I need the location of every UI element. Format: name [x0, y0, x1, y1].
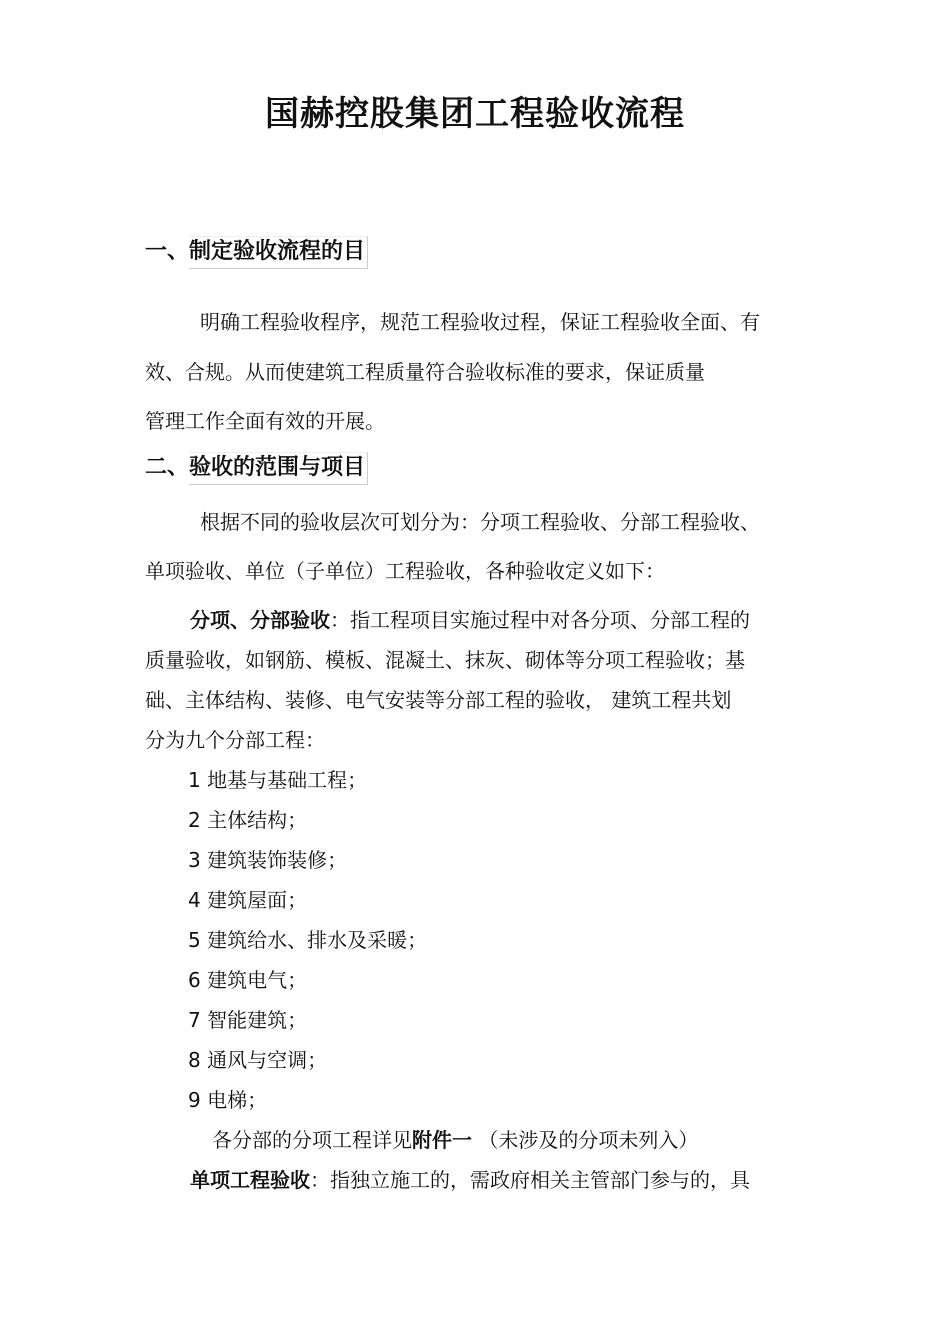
section-1-line-2: 效、合规。从而使建筑工程质量符合验收标准的要求，保证质量 [145, 360, 705, 384]
annex-note: （未涉及的分项未列入） [472, 1128, 699, 1152]
section-2-heading [145, 450, 368, 481]
section-2-intro-line-1: 根据不同的验收层次可划分为：分项工程验收、分部工程验收、 [200, 510, 760, 534]
section-2-intro-line-2: 单项验收、单位（子单位）工程验收，各种验收定义如下： [145, 559, 665, 583]
paragraph-sub-division [190, 604, 750, 633]
list-item: 4 建筑屋面； [188, 888, 308, 912]
list-item: 1 地基与基础工程； [188, 768, 368, 792]
paragraph-sub-division-line-4: 分为九个分部工程： [145, 728, 325, 752]
list-item: 6 建筑电气； [188, 968, 308, 992]
list-item: 7 智能建筑； [188, 1008, 308, 1032]
section-2-title: 验收的范围与项目 [189, 452, 368, 485]
section-1-title: 制定验收流程的目 [189, 236, 368, 269]
section-1-line-1: 明确工程验收程序，规范工程验收过程，保证工程验收全面、有 [200, 310, 760, 334]
annex-reference [212, 1124, 698, 1153]
document-title: 国赫控股集团工程验收流程 [265, 94, 685, 134]
list-item: 8 通风与空调； [188, 1048, 328, 1072]
paragraph-sub-division-line-2: 质量验收，如钢筋、模板、混凝土、抹灰、砌体等分项工程验收；基 [145, 648, 745, 672]
section-2-prefix: 二、 [145, 455, 190, 480]
single-item-term: 单项工程验收 [190, 1168, 310, 1192]
section-1-line-3: 管理工作全面有效的开展。 [145, 409, 385, 433]
sub-division-definition: ：指工程项目实施过程中对各分项、分部工程的 [330, 608, 750, 632]
list-item: 2 主体结构； [188, 808, 308, 832]
list-item: 5 建筑给水、排水及采暖； [188, 928, 428, 952]
annex-one: 附件一 [412, 1128, 472, 1152]
paragraph-sub-division-line-3: 础、主体结构、装修、电气安装等分部工程的验收， 建筑工程共划 [145, 688, 732, 712]
single-item-definition: ：指独立施工的，需政府相关主管部门参与的，具 [310, 1168, 750, 1192]
list-item: 9 电梯； [188, 1088, 268, 1112]
paragraph-single-item [190, 1164, 750, 1193]
annex-reference-text: 各分部的分项工程详见 [212, 1128, 412, 1152]
section-1-heading [145, 234, 368, 265]
section-1-prefix: 一、 [145, 239, 190, 264]
list-item: 3 建筑装饰装修； [188, 848, 348, 872]
sub-division-term: 分项、分部验收 [190, 608, 330, 632]
